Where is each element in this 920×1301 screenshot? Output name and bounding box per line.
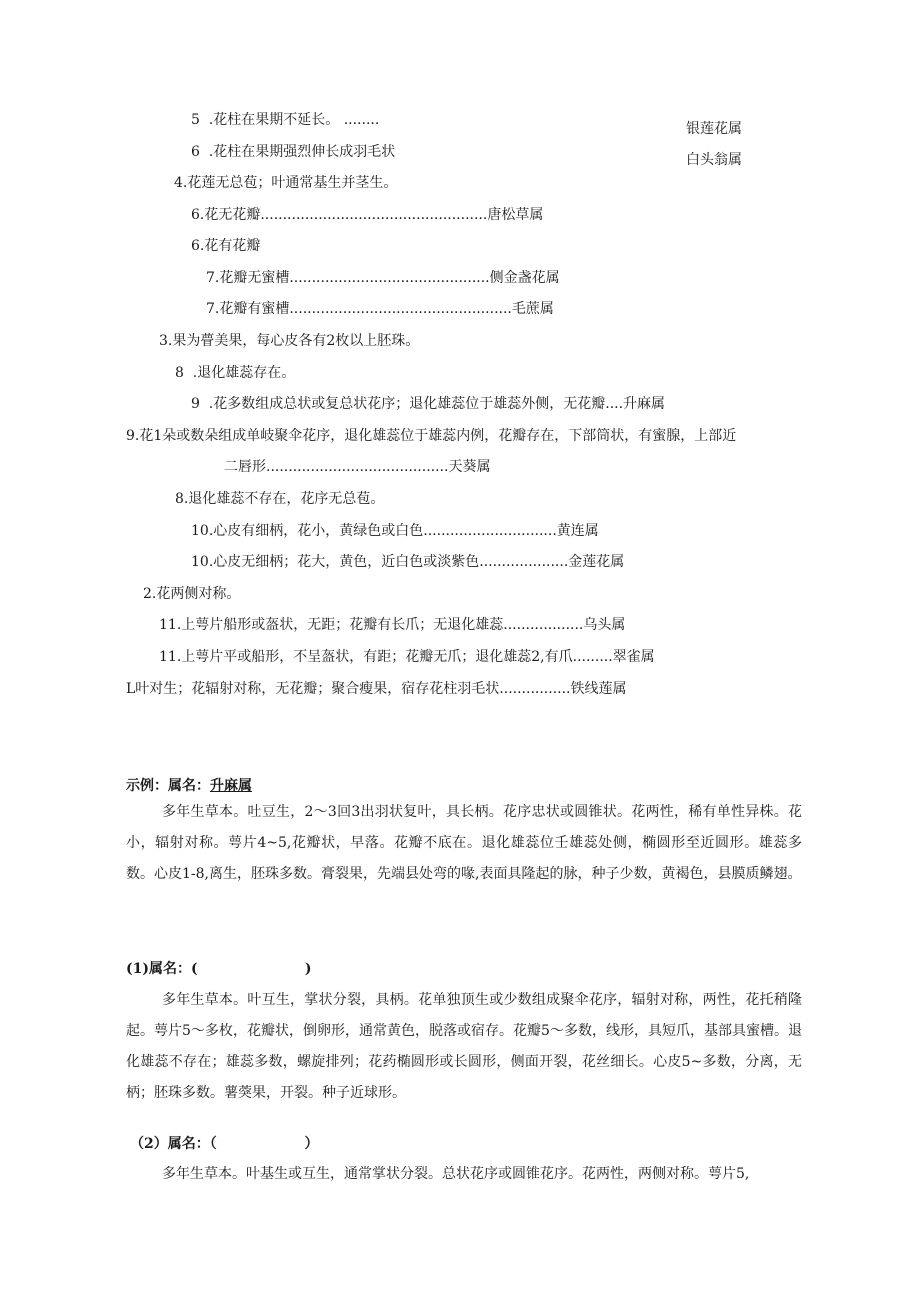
key-line: 8.退化雄蕊不存在，花序无总苞。 (175, 491, 385, 507)
key-line: 3.果为瞢美果，每心皮各有2枚以上胚珠。 (159, 333, 420, 349)
key-line: L叶对生；花辐射对称，无花瓣；聚合瘦果，宿存花柱羽毛状................铁线莲属 (126, 681, 627, 697)
key-line: 二唇形.........................................天葵属 (224, 459, 491, 475)
key-line: 2.花两侧对称。 (143, 586, 241, 602)
key-line: 6.花无花瓣...................................................唐松草属 (191, 207, 544, 223)
question-2-description (126, 1159, 802, 1190)
example-heading (126, 776, 252, 796)
question-1-text: 多年生草本。叶互生，掌状分裂，具柄。花单独顶生或少数组成聚伞花序，辐射对称，两性，花托稍隆起。萼片5～多枚，花瓣状，倒卵形，通常黄色，脱落或宿存。花瓣5～多数，线形，具短爪，基部具蜜槽。退化雄蕊不存在；雄蕊多数，螺旋排列；花药椭圆形或长圆形，侧面开裂，花丝细长。心皮5~多数，分离，无柄；胚珠多数。薯葖果，开裂。种子近球形。 (126, 992, 802, 1101)
example-label: 示例：属名： (126, 778, 210, 794)
key-line: 10.心皮无细柄；花大，黄色，近白色或淡紫色....................金莲花属 (191, 554, 625, 570)
key-line: 5 .花柱在果期不延长。 ........ (191, 112, 380, 128)
key-line: 9 .花多数组成总状或复总状花序；退化雄蕊位于雄蕊外侧，无花瓣....升麻属 (191, 396, 666, 412)
question-1-description (126, 985, 802, 1109)
key-line: 6.花有花瓣 (191, 238, 261, 254)
key-line: 7.花瓣无蜜槽.............................................侧金盏花属 (206, 270, 560, 286)
question-2-text: 多年生草本。叶基生或互生，通常掌状分裂。总状花序或圆锥花序。花两性，两侧对称。萼片5, (162, 1166, 750, 1182)
question-2-label: （2）属名：（ ） (130, 1136, 319, 1152)
key-line: 11.上萼片平或船形，不呈盔状，有距；花瓣无爪；退化雄蕊2,有爪.........翠雀属 (159, 649, 655, 665)
key-line: 11.上萼片船形或盔状，无距；花瓣有长爪；无退化雄蕊..................乌头属 (159, 617, 626, 633)
example-text: 多年生草本。吐豆生，2～3回3出羽状复叶，具长柄。花序忠状或圆锥状。花两性，稀有单性异株。花小，辐射对称。萼片4~5,花瓣状，早落。花瓣不底在。退化雄蕊位壬雄蕊处侧，椭圆形至近圆形。雄蕊多数。心皮1-8,离生，胚珠多数。膏裂果，先端县处弯的喙,表面具隆起的脉，种子少数，黄褐色，县膜质鳞翅。 (126, 804, 802, 882)
key-line: 9.花1朵或数朵组成单岐聚伞花序，退化雄蕊位于雄蕊内例，花瓣存在，下部筒状，有蜜腺，上部近 (126, 428, 737, 444)
example-description (126, 797, 802, 890)
key-line: 10.心皮有细柄，花小，黄绿色或白色..............................黄连属 (191, 523, 599, 539)
example-genus: 升麻属 (210, 778, 252, 794)
key-result: 银莲花属 (686, 121, 742, 137)
key-line: 4.花莲无总苞；叶通常基生并茎生。 (174, 175, 398, 191)
key-line: 6 .花柱在果期强烈伸长成羽毛状 (191, 144, 396, 160)
key-result: 白头翁属 (686, 152, 742, 168)
question-1-label: (1)属名：( ) (126, 961, 312, 977)
key-line: 8 .退化雄蕊存在。 (175, 365, 296, 381)
key-line: 7.花瓣有蜜槽..................................................毛蔗属 (206, 301, 554, 317)
